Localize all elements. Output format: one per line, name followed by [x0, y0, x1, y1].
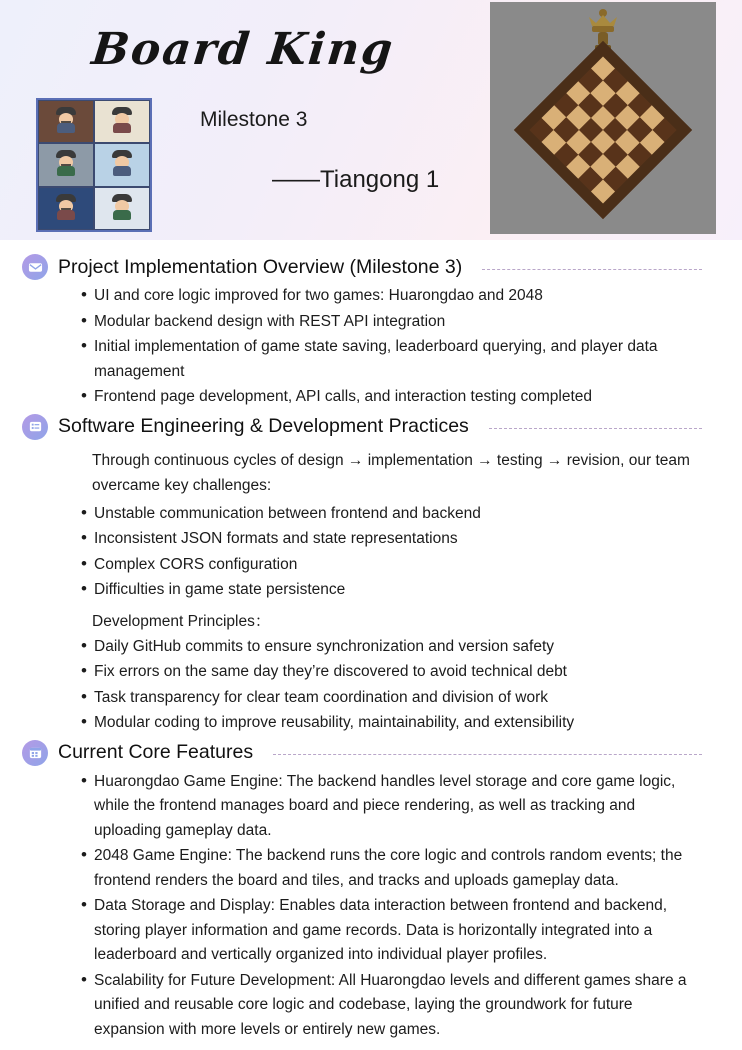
- features-bullet-list: [22, 770, 720, 1043]
- section-header-overview: [22, 254, 720, 280]
- character-cell: [94, 187, 150, 230]
- list-item: • UI and core logic improved for two games: Huarongdao and 2048: [94, 284, 704, 309]
- list-item: • Modular backend design with REST API integration: [94, 310, 704, 335]
- development-principles-label: Development Principles：: [92, 612, 271, 630]
- list-icon: [22, 414, 48, 440]
- list-item: • Task transparency for clear team coordination and division of work: [94, 686, 704, 711]
- list-item: • Complex CORS configuration: [94, 553, 704, 578]
- mail-icon: [22, 254, 48, 280]
- list-item: • Scalability for Future Development: All Huarongdao levels and different games share a unified and reusable core logic and codebase, laying the groundwork for future expansion with more levels or entirely new games.: [94, 969, 704, 1043]
- section-header-practices: [22, 414, 720, 440]
- challenges-bullet-list: [22, 502, 720, 603]
- character-sprite-icon: [111, 107, 133, 133]
- chess-board-diamond: [514, 41, 692, 219]
- overview-bullet-list: [22, 284, 720, 410]
- character-sprite-icon: [111, 150, 133, 176]
- character-thumbnail-grid: [36, 98, 152, 232]
- character-sprite-icon: [111, 194, 133, 220]
- team-subtitle: ——Tiangong 1: [272, 166, 440, 193]
- character-cell: [38, 143, 94, 186]
- page-title: Board King: [89, 24, 397, 75]
- chess-board-photo: [490, 2, 716, 234]
- character-sprite-icon: [55, 107, 77, 133]
- list-item: • Unstable communication between frontend and backend: [94, 502, 704, 527]
- section-title: Software Engineering & Development Practices: [58, 415, 469, 437]
- section-title: Project Implementation Overview (Milestone 3): [58, 255, 463, 278]
- character-cell: [38, 187, 94, 230]
- list-item: • Inconsistent JSON formats and state representations: [94, 527, 704, 552]
- character-cell: [38, 100, 94, 143]
- list-item: • Fix errors on the same day they’re discovered to avoid technical debt: [94, 660, 704, 685]
- character-cell: [94, 100, 150, 143]
- calendar-icon: [22, 740, 48, 766]
- title-banner: [0, 0, 742, 240]
- list-item: • Modular coding to improve reusability, maintainability, and extensibility: [94, 711, 704, 736]
- divider: [273, 754, 702, 755]
- list-item: • Daily GitHub commits to ensure synchronization and version safety: [94, 635, 704, 660]
- practices-paragraph: Through continuous cycles of design → implementation → testing → revision, our team overcame key challenges:: [92, 451, 690, 494]
- document-body: [0, 240, 742, 1042]
- principles-bullet-list: [22, 635, 720, 736]
- divider: [489, 428, 702, 429]
- section-header-features: [22, 740, 720, 766]
- list-item: • Frontend page development, API calls, and interaction testing completed: [94, 385, 704, 410]
- character-sprite-icon: [55, 150, 77, 176]
- list-item: • Initial implementation of game state saving, leaderboard querying, and player data management: [94, 335, 704, 384]
- list-item: • 2048 Game Engine: The backend runs the core logic and controls random events; the frontend renders the board and tiles, and tracks and uploads gameplay data.: [94, 844, 704, 893]
- character-sprite-icon: [55, 194, 77, 220]
- milestone-subtitle: Milestone 3: [200, 108, 308, 131]
- list-item: • Difficulties in game state persistence: [94, 578, 704, 603]
- divider: [482, 269, 702, 270]
- section-title: Current Core Features: [58, 741, 254, 763]
- list-item: • Data Storage and Display: Enables data interaction between frontend and backend, storing player information and game records. Data is horizontally integrated into a leaderboard and vertically organized into individual player profiles.: [94, 894, 704, 968]
- list-item: • Huarongdao Game Engine: The backend handles level storage and core game logic, while the frontend manages board and piece rendering, as well as tracking and uploading gameplay data.: [94, 770, 704, 844]
- character-cell: [94, 143, 150, 186]
